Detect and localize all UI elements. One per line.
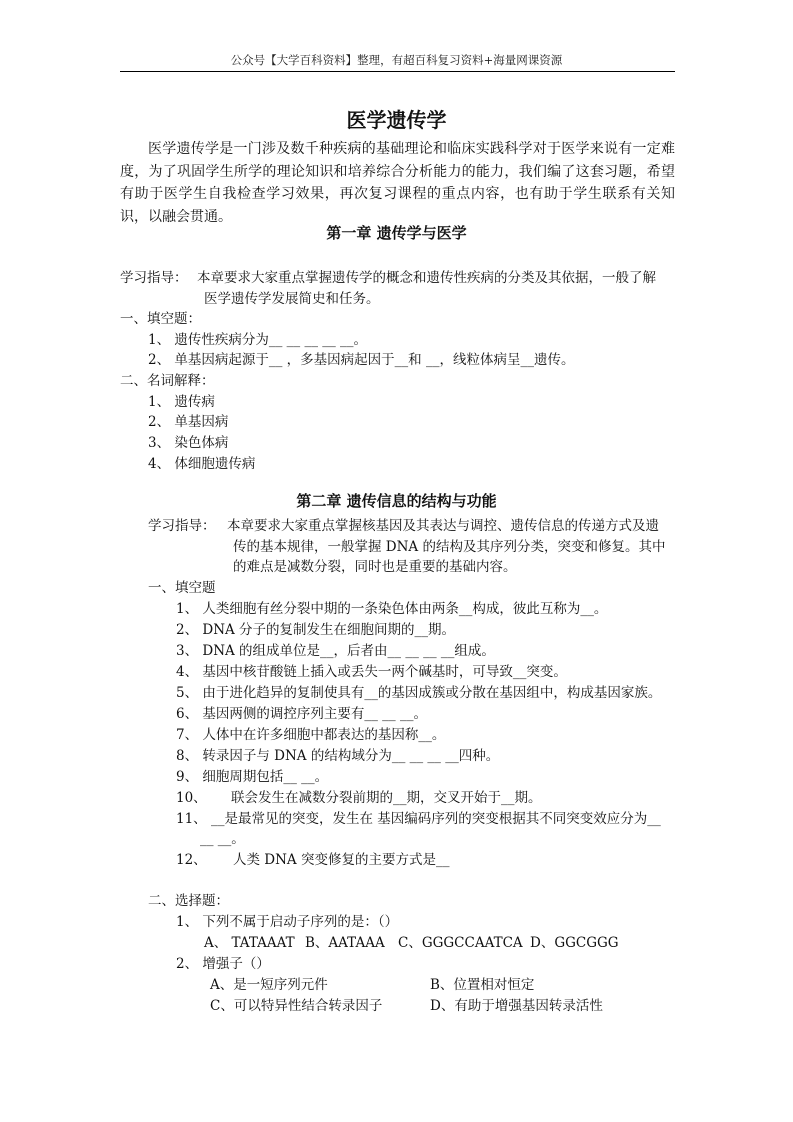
q1-option-b: B、AATAAA (305, 935, 385, 951)
ch1-fill-item: 1、 遗传性疾病分为__ __ __ __ __。 (148, 332, 368, 348)
q2-option-c: C、可以特异性结合转录因子 (210, 998, 383, 1014)
ch1-section2-title: 二、名词解释： (120, 373, 215, 389)
ch2-guide-line1: 本章要求大家重点掌握核基因及其表达与调控、遗传信息的传递方式及遗 (227, 518, 659, 534)
page-title: 医学遗传学 (346, 108, 447, 132)
ch1-term-item: 1、 遗传病 (148, 394, 215, 410)
ch2-section2-title: 二、选择题： (148, 893, 229, 909)
ch1-term-item: 4、 体细胞遗传病 (148, 456, 256, 472)
header-rule (120, 71, 675, 72)
ch2-item10-text: 联会发生在减数分裂前期的__期，交叉开始于__期。 (231, 790, 542, 806)
ch2-item11-line1: 11、 __是最常见的突变，发生在 基因编码序列的突变根据其不同突变效应分为__ (176, 811, 661, 827)
q1-option-c: C、GGGCCAATCA (398, 935, 523, 951)
ch2-fill-item: 9、 细胞周期包括__ __。 (176, 769, 329, 785)
q2-option-a: A、是一短序列元件 (210, 977, 328, 993)
ch1-fill-item: 2、 单基因病起源于__ ，多基因病起因于__和 __，线粒体病呈__遗传。 (148, 352, 575, 368)
ch2-fill-item: 1、 人类细胞有丝分裂中期的一条染色体由两条__构成，彼此互称为__。 (176, 601, 608, 617)
ch2-fill-item: 3、 DNA 的组成单位是__，后者由__ __ __ __组成。 (176, 643, 495, 659)
ch2-fill-item: 2、 DNA 分子的复制发生在细胞间期的__期。 (176, 622, 456, 638)
ch2-item12-text: 人类 DNA 突变修复的主要方式是__ (233, 852, 450, 868)
ch2-fill-item: 4、 基因中核苷酸链上插入或丢失一两个碱基时，可导致__突变。 (176, 664, 567, 680)
ch2-fill-item: 5、 由于进化趋异的复制使具有__的基因成簇或分散在基因组中，构成基因家族。 (176, 685, 662, 701)
q1-option-a: A、 TATAAAT (204, 935, 295, 951)
ch2-fill-item: 8、 转录因子与 DNA 的结构域分为__ __ __ __四种。 (176, 748, 500, 764)
q2-option-b: B、位置相对恒定 (430, 977, 535, 993)
intro-paragraph: 医学遗传学是一门涉及数千种疾病的基础理论和临床实践科学对于医学来说有一定难度，为了巩固学生所学的理论知识和培养综合分析能力的能力，我们编了这套习题，希望有助于医学生自我检查学习效果，再次复习课程的重点内容，也有助于学生联系有关知识，以融会贯通。 (120, 141, 675, 225)
ch2-fill-item: 7、 人体中在许多细胞中都表达的基因称__。 (176, 727, 446, 743)
ch1-guide-label: 学习指导： (120, 270, 188, 286)
ch2-guide-line2: 传的基本规律，一般掌握 DNA 的结构及其序列分类，突变和修复。其中 (233, 539, 666, 555)
ch2-section1-title: 一、填空题 (148, 580, 216, 596)
chapter2-title: 第二章 遗传信息的结构与功能 (296, 492, 497, 510)
ch1-section1-title: 一、填空题： (120, 311, 201, 327)
q1-option-d: D、GGCGGG (530, 935, 619, 951)
choice-question-1: 1、 下列不属于启动子序列的是：（） (176, 914, 399, 930)
ch1-guide-line1: 本章要求大家重点掌握遗传学的概念和遗传性疾病的分类及其依据，一般了解 (197, 270, 656, 286)
ch2-item10-number: 10、 (176, 790, 207, 806)
ch2-guide-line3: 的难点是减数分裂，同时也是重要的基础内容。 (233, 559, 517, 575)
page-header: 公众号【大学百科资料】整理，有超百科复习资料+海量网课资源 (230, 53, 563, 67)
ch1-term-item: 2、 单基因病 (148, 414, 229, 430)
ch1-guide-line2: 医学遗传学发展简史和任务。 (204, 291, 380, 307)
ch1-term-item: 3、 染色体病 (148, 435, 229, 451)
ch2-fill-item: 6、 基因两侧的调控序列主要有__ __ __。 (176, 706, 427, 722)
choice-question-2: 2、 增强子（） (176, 956, 270, 972)
q2-option-d: D、有助于增强基因转录活性 (430, 998, 603, 1014)
chapter1-title: 第一章 遗传学与医学 (326, 224, 467, 242)
ch2-guide-label: 学习指导： (148, 518, 216, 534)
ch2-item12-number: 12、 (176, 852, 207, 868)
ch2-item11-line2: __ __。 (200, 831, 245, 847)
